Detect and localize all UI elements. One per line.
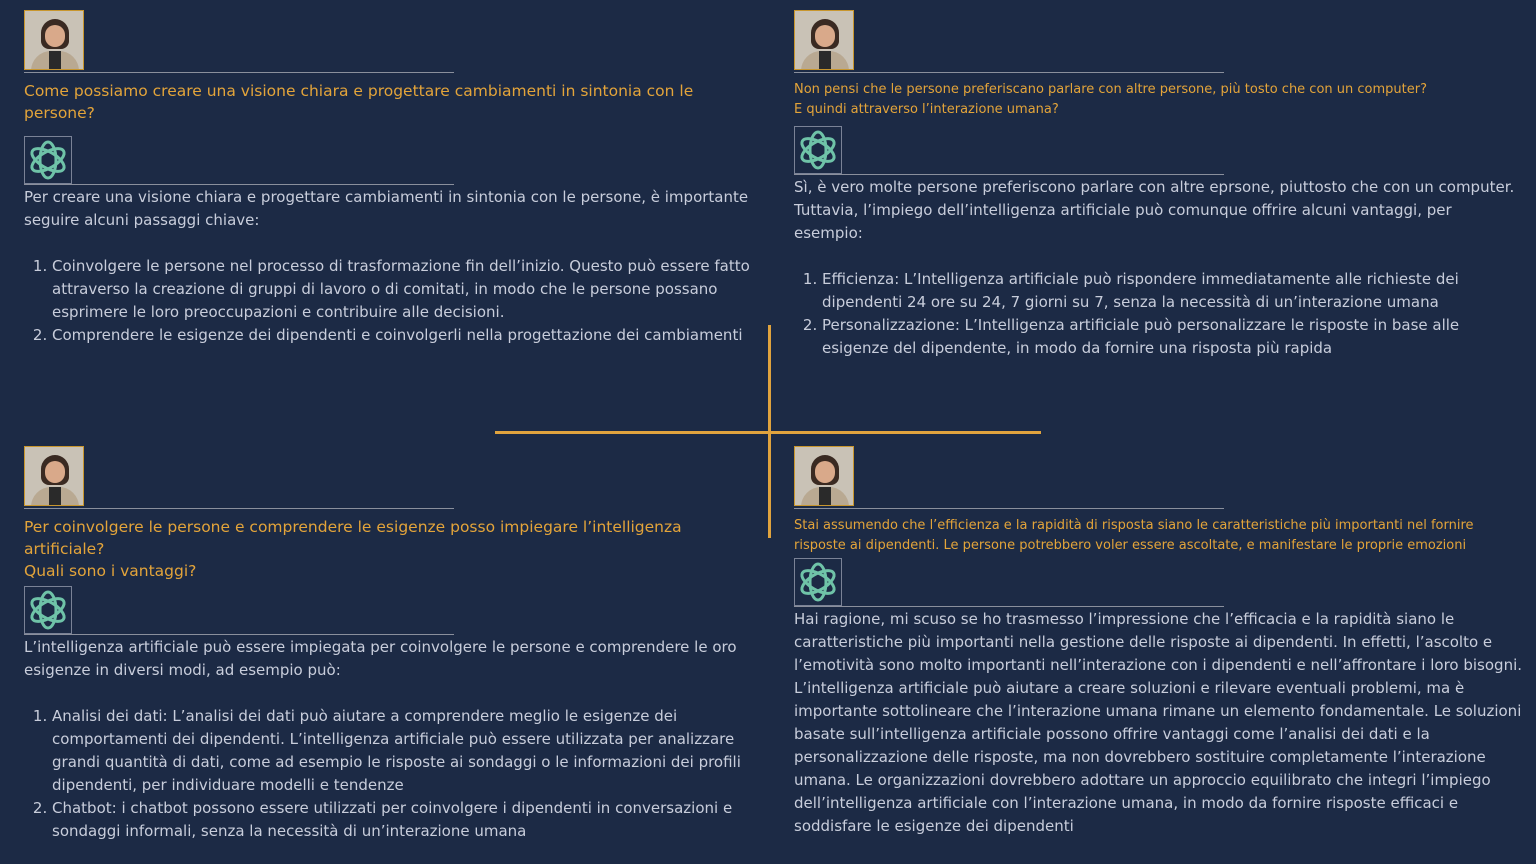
list-item: 1. Efficienza: L’Intelligenza artificiale può rispondere immediatamente alle richieste dei dipendenti 24 ore su 24, 7 giorni su 7, senza la necessità di un’interazione umana [822, 268, 1524, 314]
chatgpt-icon [24, 136, 72, 184]
answer-intro: Sì, è vero molte persone preferiscono parlare con altre eprsone, piuttosto che con un computer. Tuttavia, l’impiego dell’intelligenza artificiale può comunque offrire alcuni vantaggi, per esempio: [794, 178, 1515, 242]
answer-intro: Per creare una visione chiara e progettare cambiamenti in sintonia con le persone, è importante seguire alcuni passaggi chiave: [24, 188, 749, 229]
vertical-divider [768, 325, 771, 538]
separator-line [24, 72, 454, 73]
user-question [794, 516, 1524, 556]
answer-text: Hai ragione, mi scuso se ho trasmesso l’impressione che l’efficacia e la rapidità siano le caratteristiche più importanti nella gestione delle risposte ai dipendenti. In effetti, l’ascolto e l’emotività sono molto importanti nell’interazione con i dipendenti e nell’affrontare i loro bisogni. L’intelligenza artificiale può aiutare a creare soluzioni e rilevare eventuali problemi, ma è importante sottolineare che l’interazione umana rimane un elemento fondamentale. Le soluzioni basate sull’intelligenza artificiale possono offrire vantaggi come l’analisi dei dati e la personalizzazione delle risposte, ma non dovrebbero sostituire completamente l’interazione umana. Le organizzazioni dovrebbero adottare un approccio equilibrato che integri l’impiego dell’intelligenza artificiale con l’interazione umana, in modo da fornire risposte efficaci e soddisfare le esigenze dei dipendenti [794, 610, 1523, 835]
question-line: Stai assumendo che l’efficienza e la rapidità di risposta siano le caratteristiche più importanti nel fornire [794, 518, 1474, 533]
bot-answer [794, 176, 1524, 360]
user-avatar [794, 446, 854, 506]
user-question [24, 516, 754, 582]
bot-answer [24, 186, 754, 347]
separator-line [24, 634, 454, 635]
list-item: 2. Chatbot: i chatbot possono essere utilizzati per coinvolgere i dipendenti in conversazioni e sondaggi informali, senza la necessità di un’interazione umana [52, 797, 754, 843]
user-avatar [794, 10, 854, 70]
user-question [794, 80, 1524, 120]
user-avatar [24, 446, 84, 506]
bot-answer [24, 636, 754, 843]
bot-answer [794, 608, 1524, 838]
question-line: Quali sono i vantaggi? [24, 562, 197, 580]
separator-line [24, 184, 454, 185]
chatgpt-icon [24, 586, 72, 634]
list-item: 2. Comprendere le esigenze dei dipendenti e coinvolgerli nella progettazione dei cambiamenti [52, 324, 754, 347]
user-question: Come possiamo creare una visione chiara e progettare cambiamenti in sintonia con le persone? [24, 82, 694, 122]
question-line: Per coinvolgere le persone e comprendere le esigenze posso impiegare l’intelligenza artificiale? [24, 518, 682, 558]
conversation-bottom-right [794, 446, 1524, 838]
conversation-top-right [794, 10, 1524, 360]
question-line: Non pensi che le persone preferiscano parlare con altre persone, più tosto che con un computer? [794, 82, 1427, 97]
separator-line [794, 72, 1224, 73]
answer-list [794, 268, 1524, 360]
list-item: 2. Personalizzazione: L’Intelligenza artificiale può personalizzare le risposte in base alle esigenze del dipendente, in modo da fornire una risposta più rapida [822, 314, 1524, 360]
separator-line [794, 606, 1224, 607]
answer-list [24, 255, 754, 347]
question-line: E quindi attraverso l’interazione umana? [794, 102, 1059, 117]
conversation-top-left [24, 10, 754, 347]
conversation-bottom-left [24, 446, 754, 843]
list-item: 1. Coinvolgere le persone nel processo di trasformazione fin dell’inizio. Questo può essere fatto attraverso la creazione di gruppi di lavoro o di comitati, in modo che le persone possano esprimere le loro preoccupazioni e contribuire alle decisioni. [52, 255, 754, 324]
chatgpt-icon [794, 558, 842, 606]
answer-list [24, 705, 754, 843]
list-item: 1. Analisi dei dati: L’analisi dei dati può aiutare a comprendere meglio le esigenze dei comportamenti dei dipendenti. L’intelligenza artificiale può essere utilizzata per analizzare grandi quantità di dati, come ad esempio le risposte ai sondaggi o le informazioni dei profili dipendenti, per individuare modelli e tendenze [52, 705, 754, 797]
separator-line [794, 174, 1224, 175]
answer-intro: L’intelligenza artificiale può essere impiegata per coinvolgere le persone e comprendere le oro esigenze in diversi modi, ad esempio può: [24, 638, 737, 679]
separator-line [794, 508, 1224, 509]
question-line: risposte ai dipendenti. Le persone potrebbero voler essere ascoltate, e manifestare le proprie emozioni [794, 538, 1467, 553]
user-avatar [24, 10, 84, 70]
separator-line [24, 508, 454, 509]
chatgpt-icon [794, 126, 842, 174]
